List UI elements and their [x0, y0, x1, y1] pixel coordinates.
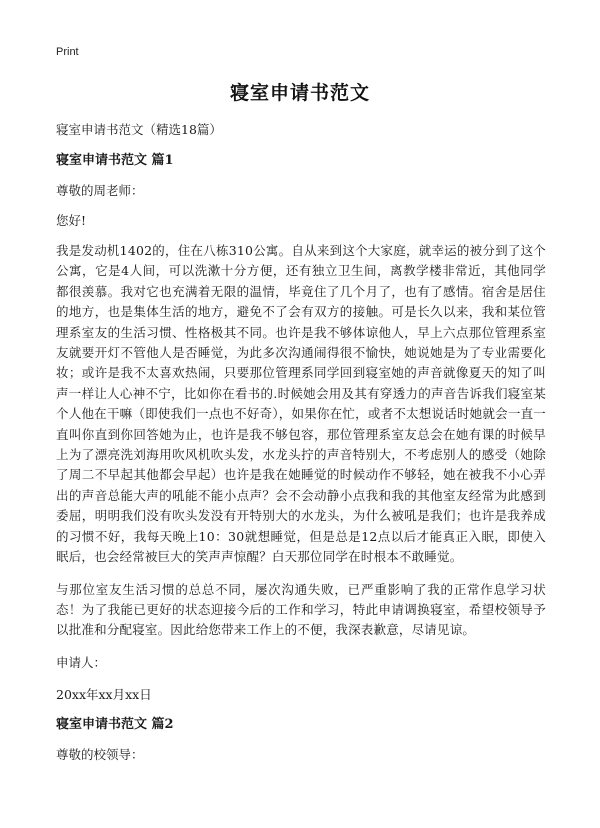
body-paragraph-1: 我是发动机1402的，住在八栋310公寓。自从来到这个大家庭，就幸运的被分到了这个公寓，它是4人间，可以洗漱十分方便，还有独立卫生间，离教学楼非常近，其他同学都很羡慕。我对它也充满着无限的温情，毕竟住了几个月了，也有了感情。宿舍是居住的地方，也是集体生活的地方，避免不了会有双方的接触。可是长久以来，我和某位管理系室友的生活习惯、性格极其不同。也许是我不够体谅他人，早上六点那位管理系室友就要开灯不管他人是否睡觉，为此多次沟通闹得很不愉快，她说她是为了专业需要化妆；或许是我不太喜欢热闹，只要那位管理系同学回到寝室她的声音就像夏天的知了叫声一样让人心神不宁，比如你在看书的.时候她会用及其有穿透力的声音告诉我们寝室某个人他在干嘛（即使我们一点也不好奇），如果你在忙，或者不太想说话时她就会一直一直叫你直到你回答她为止，也许是我不够包容，那位管理系室友总会在她有课的时候早上为了漂亮洗刘海用吹风机吹头发，水龙头拧的声音特别大，不考虑别人的感受（她除了周二不早起其他都会早起）也许是我在她睡觉的时候动作不够轻，她在被我不小心弄出的声音总能大声的吼能不能小点声？会不会动静小点我和我的其他室友经常为此感到委屈，明明我们没有吹头发没有开特别大的水龙头，为什么被吼是我们；也许是我养成的习惯不好，我每天晚上10：30就想睡觉，但是总是12点以后才能真正入眠，即使入眠后，也会经常被巨大的笑声声惊醒？白天那位同学在时根本不敢睡觉。	[56, 243, 546, 565]
document-body	[56, 120, 546, 775]
print-label[interactable]: Print	[56, 46, 79, 58]
salutation-1: 尊敬的周老师：	[56, 183, 144, 198]
document-title: 寝室申请书范文	[229, 82, 370, 104]
greeting-1: 您好!	[56, 213, 87, 228]
date-line-1: 20xx年xx月xx日	[56, 686, 152, 702]
body-paragraph-2: 与那位室友生活习惯的总总不同，屡次沟通失败，已严重影响了我的正常作息学习状态！为了我能已更好的状态迎接今后的工作和学习，特此申请调换寝室，希望校领导予以批准和分配寝室。因此给您带来工作上的不便，我深表歉意，尽请见谅。	[56, 581, 546, 638]
salutation-2: 尊敬的校领导：	[56, 746, 144, 762]
document-subtitle: 寝室申请书范文（精选18篇）	[56, 122, 222, 137]
section-heading-1: 寝室申请书范文 篇1	[56, 153, 174, 168]
signer-label-1: 申请人：	[56, 654, 107, 670]
section-heading-2: 寝室申请书范文 篇2	[56, 716, 174, 732]
